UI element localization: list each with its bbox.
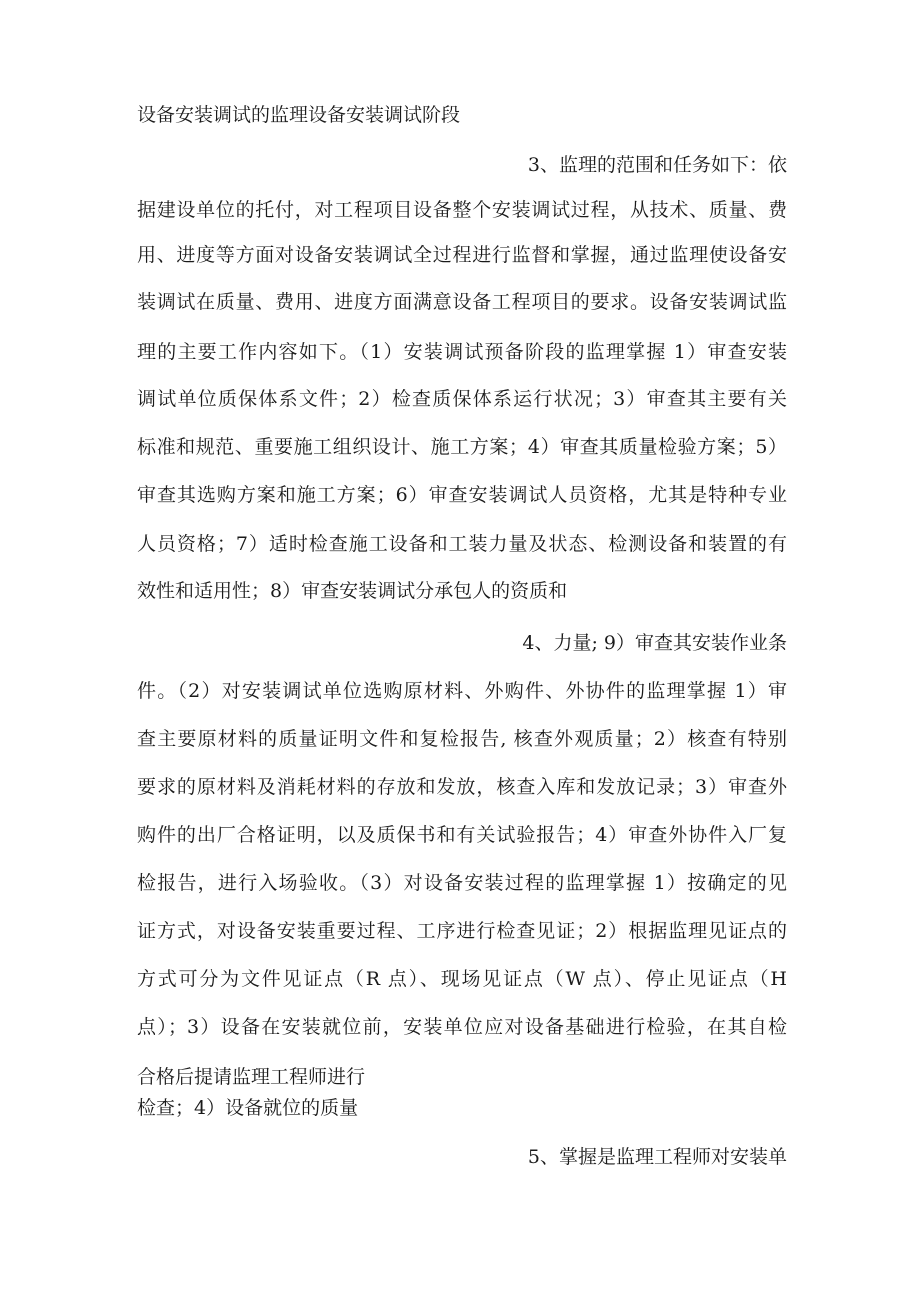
text-line-8: 标准和规范、重要施工组织设计、施工方案；4）审查其质量检验方案；5） bbox=[137, 436, 787, 458]
text-line-22: 检查；4）设备就位的质量 bbox=[137, 1097, 359, 1119]
text-line-3: 据建设单位的托付，对工程项目设备整个安装调试过程，从技术、质量、费 bbox=[137, 199, 787, 221]
text-line-7: 调试单位质保体系文件；2）检查质保体系运行状况；3）审查其主要有关 bbox=[137, 388, 787, 410]
text-line-2: 3、监理的范围和任务如下：依 bbox=[527, 154, 787, 176]
text-line-6: 理的主要工作内容如下。（1）安装调试预备阶段的监理掌握 1）审查安装 bbox=[137, 341, 787, 363]
text-line-16: 购件的出厂合格证明，以及质保书和有关试验报告；4）审查外协件入厂复 bbox=[137, 824, 787, 846]
text-line-1: 设备安装调试的监理设备安装调试阶段 bbox=[137, 104, 461, 126]
text-line-17: 检报告，进行入场验收。（3）对设备安装过程的监理掌握 1）按确定的见 bbox=[137, 872, 787, 894]
text-line-13: 件。（2）对安装调试单位选购原材料、外购件、外协件的监理掌握 1）审 bbox=[137, 680, 787, 702]
text-line-15: 要求的原材料及消耗材料的存放和发放，核查入库和发放记录；3）审查外 bbox=[137, 776, 787, 798]
text-line-21: 合格后提请监理工程师进行 bbox=[137, 1066, 366, 1088]
text-line-20: 点）；3）设备在安装就位前，安装单位应对设备基础进行检验，在其自检 bbox=[137, 1016, 787, 1038]
text-line-12: 4、力量; 9）审查其安装作业条 bbox=[522, 632, 787, 654]
text-line-14: 查主要原材料的质量证明文件和复检报告, 核查外观质量；2）核查有特别 bbox=[137, 728, 787, 750]
text-line-9: 审查其选购方案和施工方案；6）审查安装调试人员资格，尤其是特种专业 bbox=[137, 484, 787, 506]
text-line-10: 人员资格；7）适时检查施工设备和工装力量及状态、检测设备和装置的有 bbox=[137, 533, 787, 555]
text-line-23: 5、掌握是监理工程师对安装单 bbox=[527, 1146, 787, 1168]
text-line-4: 用、进度等方面对设备安装调试全过程进行监督和掌握，通过监理使设备安 bbox=[137, 244, 787, 266]
text-line-5: 装调试在质量、费用、进度方面满意设备工程项目的要求。设备安装调试监 bbox=[137, 291, 787, 313]
text-line-18: 证方式，对设备安装重要过程、工序进行检查见证；2）根据监理见证点的 bbox=[137, 920, 787, 942]
text-line-19: 方式可分为文件见证点（R 点）、现场见证点（W 点）、停止见证点（H bbox=[137, 968, 787, 990]
text-line-11: 效性和适用性；8）审查安装调试分承包人的资质和 bbox=[137, 580, 568, 602]
